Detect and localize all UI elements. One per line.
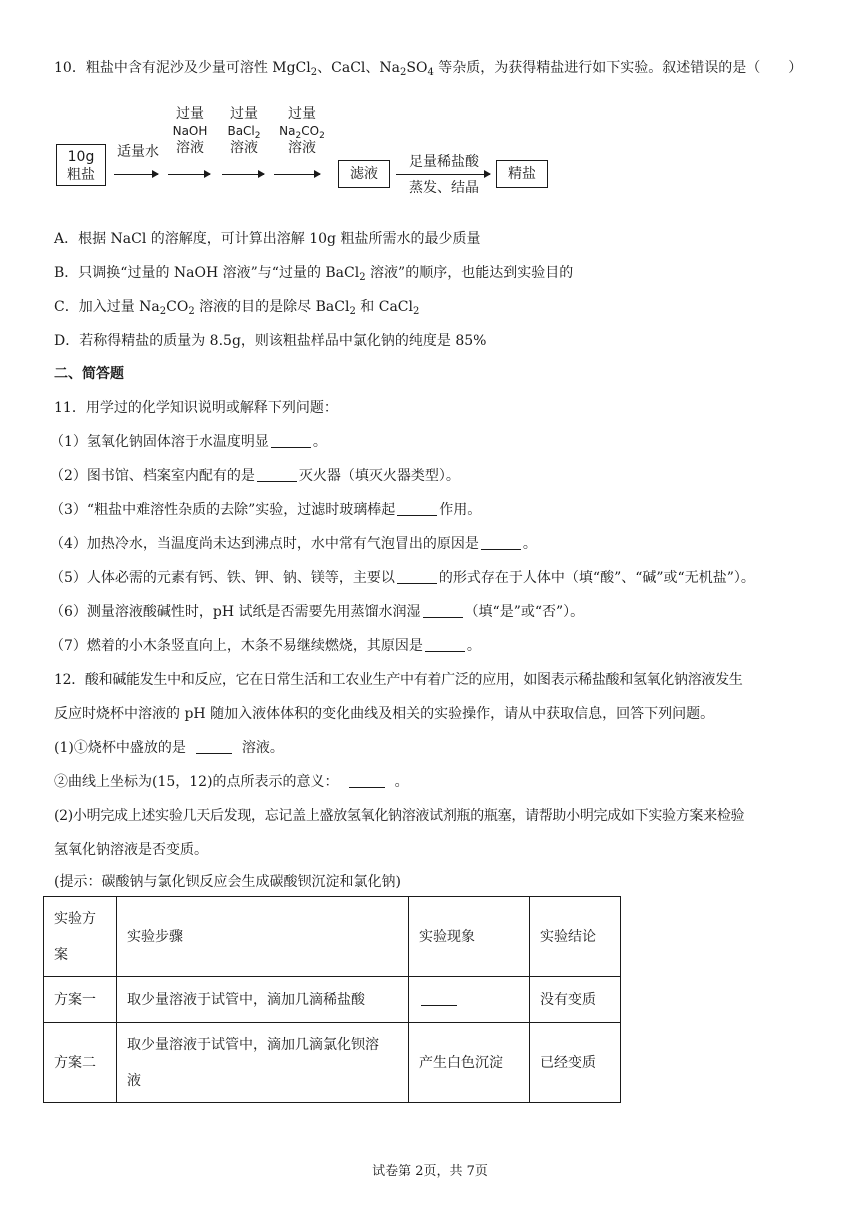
header-result: 实验现象 [409,897,530,977]
result-cell: 产生白色沉淀 [409,1023,530,1103]
step5-bottom-label: 蒸发、结晶 [409,180,479,196]
filtrate-box: 滤液 [338,160,390,188]
header-plan: 实验方 案 [44,897,117,977]
q10-option-b: B．只调换“过量的 NaOH 溶液”与“过量的 BaCl$_2$ 溶液”的顺序，也能达到实验目的 [54,265,574,283]
q12-part1b: ②曲线上坐标为(15，12)的点所表示的意义： 。 [54,774,409,790]
answer-blank[interactable] [196,739,232,754]
q12-stem-line1: 12．酸和碱能发生中和反应，它在日常生活和工农业生产中有着广泛的应用，如图表示稀盐酸和氢氧化钠溶液发生 [54,672,743,688]
experiment-table [43,896,621,1103]
q11-item-7: （7）燃着的小木条竖直向上，木条不易继续燃烧，其原因是 。 [50,638,481,654]
q12-hint: (提示：碳酸钠与氯化钡反应会生成碳酸钡沉淀和氯化钠) [54,874,401,890]
table-header-row [44,897,621,977]
header-steps: 实验步骤 [117,897,409,977]
steps-cell: 取少量溶液于试管中，滴加几滴氯化钡溶 液 [117,1023,409,1103]
q10-stem: 10．粗盐中含有泥沙及少量可溶性 MgCl$_2$、CaCl、$Na_2SO_4$ 等杂质，为获得精盐进行如下实验。叙述错误的是（ ） [54,60,803,78]
answer-blank[interactable] [425,637,465,652]
q12-part2-line1: (2)小明完成上述实验几天后发现，忘记盖上盛放氢氧化钠溶液试剂瓶的瓶塞，请帮助小明完成如下实验方案来检验 [54,808,745,824]
table-row [44,977,621,1023]
step5-top-label: 足量稀盐酸 [409,154,479,170]
q11-item-5: （5）人体必需的元素有钙、铁、钾、钠、镁等，主要以 的形式存在于人体中（填“酸”、“碱”或“无机盐”）。 [50,570,755,586]
result-cell[interactable] [409,977,530,1023]
q11-item-1: （1）氢氧化钠固体溶于水温度明显 。 [50,434,327,450]
arrow-3 [222,174,264,175]
salt-purification-flow-diagram [56,102,576,202]
q10-option-c: C．加入过量 $Na_2CO_2$ 溶液的目的是除尽 BaCl$_2$ 和 CaCl$_2$ [54,299,420,317]
answer-blank[interactable] [481,535,521,550]
arrow-1 [114,174,158,175]
step1-label: 适量水 [117,144,159,160]
answer-blank[interactable] [397,569,437,584]
q11-item-4: （4）加热冷水，当温度尚未达到沸点时，水中常有气泡冒出的原因是 。 [50,536,537,552]
q10-option-d: D．若称得精盐的质量为 8.5g，则该粗盐样品中氯化钠的纯度是 85% [54,333,487,349]
start-box: 10g 粗盐 [56,144,106,186]
step3-label: 过量 BaCl$_2$ 溶液 [227,106,261,156]
arrow-4 [274,174,320,175]
q11-item-2: （2）图书馆、档案室内配有的是 灭火器（填灭火器类型）。 [50,468,460,484]
q12-part1a: (1)①烧杯中盛放的是 溶液。 [54,740,284,756]
q12-part2-line2: 氢氧化钠溶液是否变质。 [54,842,208,858]
conclusion-cell: 已经变质 [530,1023,621,1103]
arrow-5 [396,174,490,175]
end-box: 精盐 [496,160,548,188]
answer-blank[interactable] [397,501,437,516]
conclusion-cell: 没有变质 [530,977,621,1023]
section-title: 二、简答题 [54,366,124,382]
steps-cell: 取少量溶液于试管中，滴加几滴稀盐酸 [117,977,409,1023]
step4-label: 过量 $Na_2CO_2$ 溶液 [279,106,325,156]
answer-blank[interactable] [271,433,311,448]
plan-cell: 方案二 [44,1023,117,1103]
q11-stem: 11．用学过的化学知识说明或解释下列问题： [54,400,338,416]
q12-stem-line2: 反应时烧杯中溶液的 pH 随加入液体体积的变化曲线及相关的实验操作，请从中获取信息，回答下列问题。 [54,706,715,722]
plan-cell: 方案一 [44,977,117,1023]
answer-blank[interactable] [257,467,297,482]
q10-option-a: A．根据 NaCl 的溶解度，可计算出溶解 10g 粗盐所需水的最少质量 [54,231,481,247]
answer-blank[interactable] [423,603,463,618]
arrow-2 [168,174,210,175]
page-footer: 试卷第 2页，共 7页 [372,1164,488,1179]
answer-blank[interactable] [421,991,457,1006]
answer-blank[interactable] [349,773,385,788]
header-conclusion: 实验结论 [530,897,621,977]
step2-label: 过量 NaOH 溶液 [172,106,208,156]
table-row [44,1023,621,1103]
q11-item-3: （3）“粗盐中难溶性杂质的去除”实验，过滤时玻璃棒起 作用。 [50,502,482,518]
q11-item-6: （6）测量溶液酸碱性时，pH 试纸是否需要先用蒸馏水润湿 （填“是”或“否”）。 [50,604,585,620]
